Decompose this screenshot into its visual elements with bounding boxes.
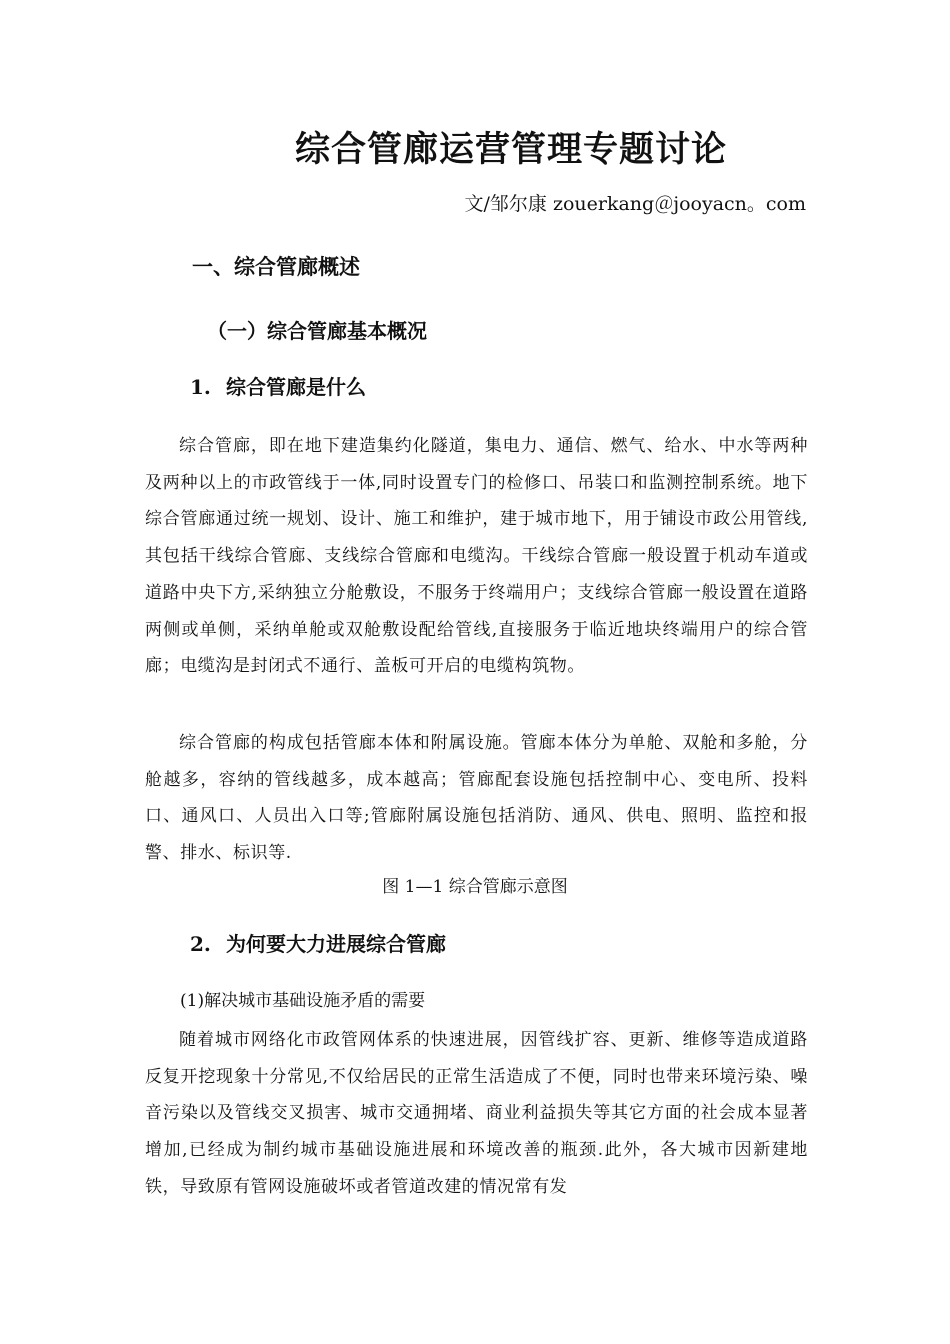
section-heading: 一、综合管廊概述 (192, 254, 360, 279)
body-paragraph-3: 随着城市网络化市政管网体系的快速进展，因管线扩容、更新、维修等造成道路反复开挖现象十分常见,不仅给居民的正常生活造成了不便，同时也带来环境污染、噪音污染以及管线交叉损害、城市交通拥堵、商业利益损失等其它方面的社会成本显著增加,已经成为制约城市基础设施进展和环境改善的瓶颈.此外，各大城市因新建地铁，导致原有管网设施破坏或者管道改建的情况常有发 (145, 1030, 808, 1197)
item-number-1: 1. (190, 375, 211, 399)
item-number-2: 2. (190, 932, 211, 956)
item-title-1: 综合管廊是什么 (226, 375, 366, 399)
item-heading-2 (190, 928, 446, 960)
figure-caption: 图 1—1 综合管廊示意图 (382, 877, 568, 897)
author-line: 文/邹尔康 zouerkang＠jooyacn。com (464, 193, 806, 215)
item-title-2: 为何要大力进展综合管廊 (226, 932, 446, 956)
item-heading-1 (190, 371, 366, 403)
body-paragraph-1: 综合管廊，即在地下建造集约化隧道，集电力、通信、燃气、给水、中水等两种及两种以上的市政管线于一体,同时设置专门的检修口、吊装口和监测控制系统。地下综合管廊通过统一规划、设计、施工和维护，建于城市地下，用于铺设市政公用管线,其包括干线综合管廊、支线综合管廊和电缆沟。干线综合管廊一般设置于机动车道或道路中央下方,采纳独立分舱敷设，不服务于终端用户；支线综合管廊一般设置在道路两侧或单侧，采纳单舱或双舱敷设配给管线,直接服务于临近地块终端用户的综合管廊；电缆沟是封闭式不通行、盖板可开启的电缆构筑物。 (145, 436, 808, 677)
body-paragraph-2: 综合管廊的构成包括管廊本体和附属设施。管廊本体分为单舱、双舱和多舱，分舱越多，容纳的管线越多，成本越高；管廊配套设施包括控制中心、变电所、投料口、通风口、人员出入口等;管廊附属设施包括消防、通风、供电、照明、监控和报警、排水、标识等. (145, 733, 808, 864)
subsection-heading: （一）综合管廊基本概况 (207, 319, 427, 343)
document-title: 综合管廊运营管理专题讨论 (294, 129, 727, 170)
numbered-subheading: (1)解决城市基础设施矛盾的需要 (180, 991, 426, 1011)
